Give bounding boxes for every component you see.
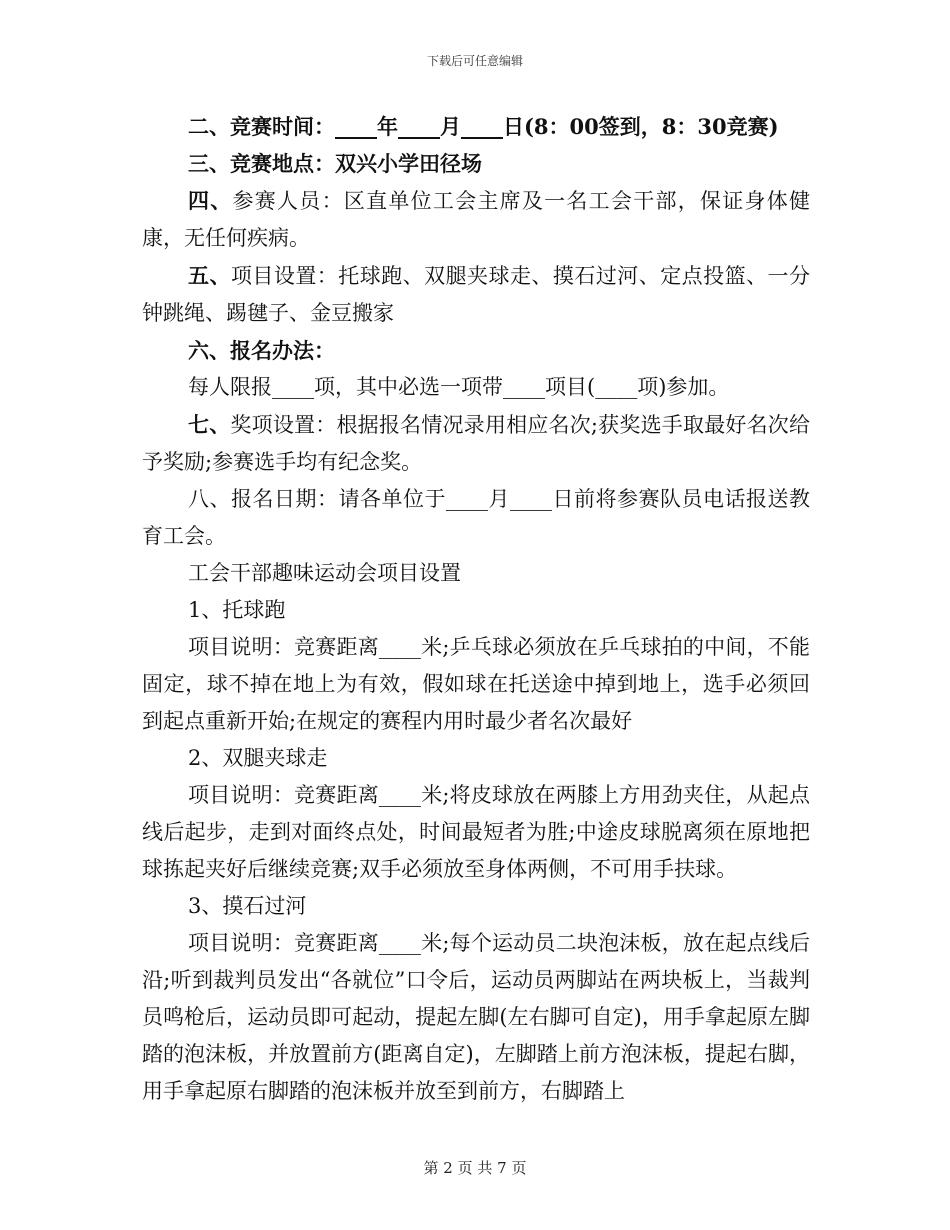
item3-title: 3、摸石过河 [188,894,307,918]
participants-text: 参赛人员：区直单位工会主席及一名工会干部，保证身体健康，无任何疾病。 [142,189,811,250]
registration-method-body: 每人限报____项，其中必选一项带____项目(____项)参加。 [188,375,730,399]
competition-time: 二、竞赛时间：____年____月____日(8：00签到，8：30竞赛) [188,114,779,139]
awards [142,406,810,481]
awards-label: 七、 [188,412,231,437]
item3-description: 项目说明：竞赛距离____米;每个运动员二块泡沫板，放在起点线后沿;听到裁判员发出“各就位”口令后，运动员两脚站在两块板上，当裁判员鸣枪后，运动员即可起动，提起左脚(左右脚可自定)，用手拿起原左脚踏的泡沫板，并放置前方(距离自定)，左脚踏上前方泡沫板，提起右脚，用手拿起原右脚踏的泡沫板并放至到前方，右脚踏上 [142,931,810,1103]
competition-venue: 三、竞赛地点：双兴小学田径场 [188,151,482,176]
registration-method-heading: 六、报名办法： [188,338,335,363]
document-body [142,108,810,1110]
item2-description: 项目说明：竞赛距离____米;将皮球放在两膝上方用劲夹住，从起点线后起步，走到对面终点处，时间最短者为胜;中途皮球脱离须在原地把球拣起夹好后继续竞赛;双手必须放至身体两侧，不可用手扶球。 [142,783,810,881]
events-setup-text: 项目设置：托球跑、双腿夹球走、摸石过河、定点投篮、一分钟跳绳、踢毽子、金豆搬家 [142,264,811,325]
participants [142,182,810,257]
section-title: 工会干部趣味运动会项目设置 [188,561,461,585]
item2-title: 2、双腿夹球走 [188,746,328,770]
events-setup-label: 五、 [188,263,231,288]
item1-title: 1、托球跑 [188,598,286,622]
awards-text: 奖项设置：根据报名情况录用相应名次;获奖选手取最好名次给予奖励;参赛选手均有纪念奖。 [142,413,811,474]
participants-label: 四、 [188,188,233,213]
page-header: 下载后可任意编辑 [426,54,523,68]
page-footer: 第 2 页 共 7 页 [423,1159,527,1177]
item1-description: 项目说明：竞赛距离____米;乒乓球必须放在乒乓球拍的中间，不能固定，球不掉在地上为有效，假如球在托送途中掉到地上，选手必须回到起点重新开始;在规定的赛程内用时最少者名次最好 [142,635,810,733]
events-setup [142,257,810,332]
registration-date: 八、报名日期：请各单位于____月____日前将参赛队员电话报送教育工会。 [142,487,810,548]
